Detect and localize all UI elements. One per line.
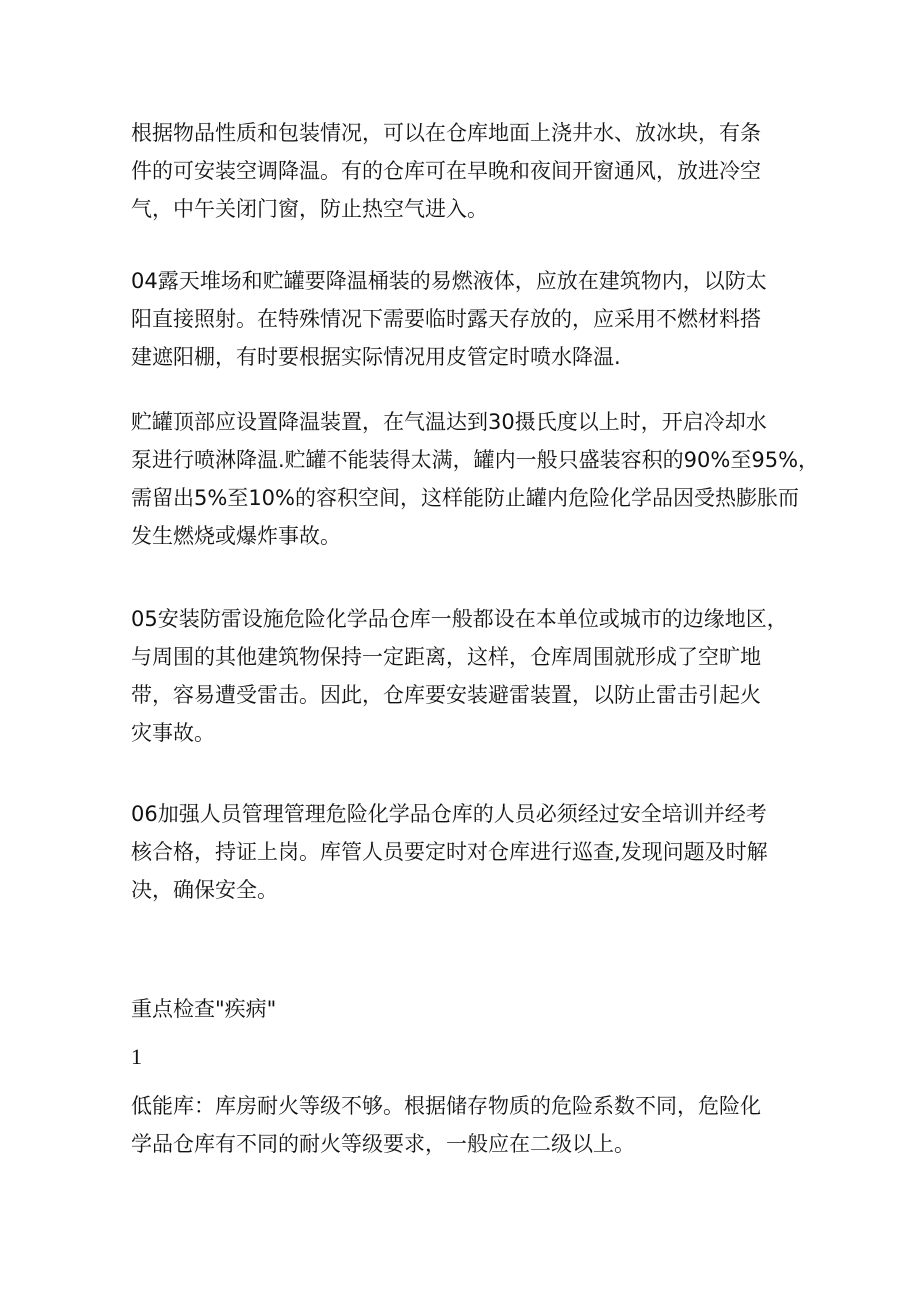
text-line: 需留出5%至10%的容积空间，这样能防止罐内危险化学品因受热膨胀而 [131, 486, 799, 510]
text-line: 发生燃烧或爆炸事故。 [131, 524, 341, 548]
text-line: 泵进行喷淋降温.贮罐不能装得太满，罐内一般只盛装容积的90%至95%， [131, 448, 820, 472]
paragraph-section-04 [131, 262, 821, 376]
text-line: 低能库：库房耐火等级不够。根据储存物质的危险系数不同，危险化 [131, 1094, 761, 1118]
paragraph-section-06 [131, 795, 821, 909]
text-line: 贮罐顶部应设置降温装置，在气温达到30摄氏度以上时，开启冷却水 [131, 410, 767, 434]
paragraph-tank-cooling [131, 403, 821, 555]
text-line: 建遮阳棚，有时要根据实际情况用皮管定时喷水降温. [131, 345, 621, 369]
text-line: 气，中午关闭门窗，防止热空气进入。 [131, 197, 488, 221]
paragraph-section-05 [131, 600, 821, 752]
text-line: 06加强人员管理管理危险化学品仓库的人员必须经过安全培训并经考 [131, 802, 767, 826]
text-line: 05安装防雷设施危险化学品仓库一般都设在本单位或城市的边缘地区， [131, 607, 788, 631]
text-line: 灾事故。 [131, 721, 215, 745]
text-line: 件的可安装空调降温。有的仓库可在早晚和夜间开窗通风，放进冷空 [131, 159, 761, 183]
text-line: 核合格，持证上岗。库管人员要定时对仓库进行巡查,发现问题及时解 [131, 840, 768, 864]
section-heading [131, 990, 821, 1028]
text-line: 决，确保安全。 [131, 878, 278, 902]
text-line: 04露天堆场和贮罐要降温桶装的易燃液体，应放在建筑物内，以防太 [131, 269, 767, 293]
text-line: 学品仓库有不同的耐火等级要求，一般应在二级以上。 [131, 1132, 635, 1156]
list-number-text: 1 [131, 1044, 142, 1069]
text-line: 根据物品性质和包装情况，可以在仓库地面上浇井水、放冰块，有条 [131, 121, 761, 145]
text-line: 带，容易遭受雷击。因此，仓库要安装避雷装置，以防止雷击引起火 [131, 683, 761, 707]
text-line: 阳直接照射。在特殊情况下需要临时露天存放的，应采用不燃材料搭 [131, 307, 761, 331]
text-line: 与周围的其他建筑物保持一定距离，这样，仓库周围就形成了空旷地 [131, 645, 761, 669]
paragraph-cooling-methods [131, 114, 821, 228]
paragraph-low-rating-warehouse [131, 1087, 821, 1163]
list-number [131, 1038, 821, 1076]
heading-text: 重点检查"疾病" [131, 997, 277, 1021]
